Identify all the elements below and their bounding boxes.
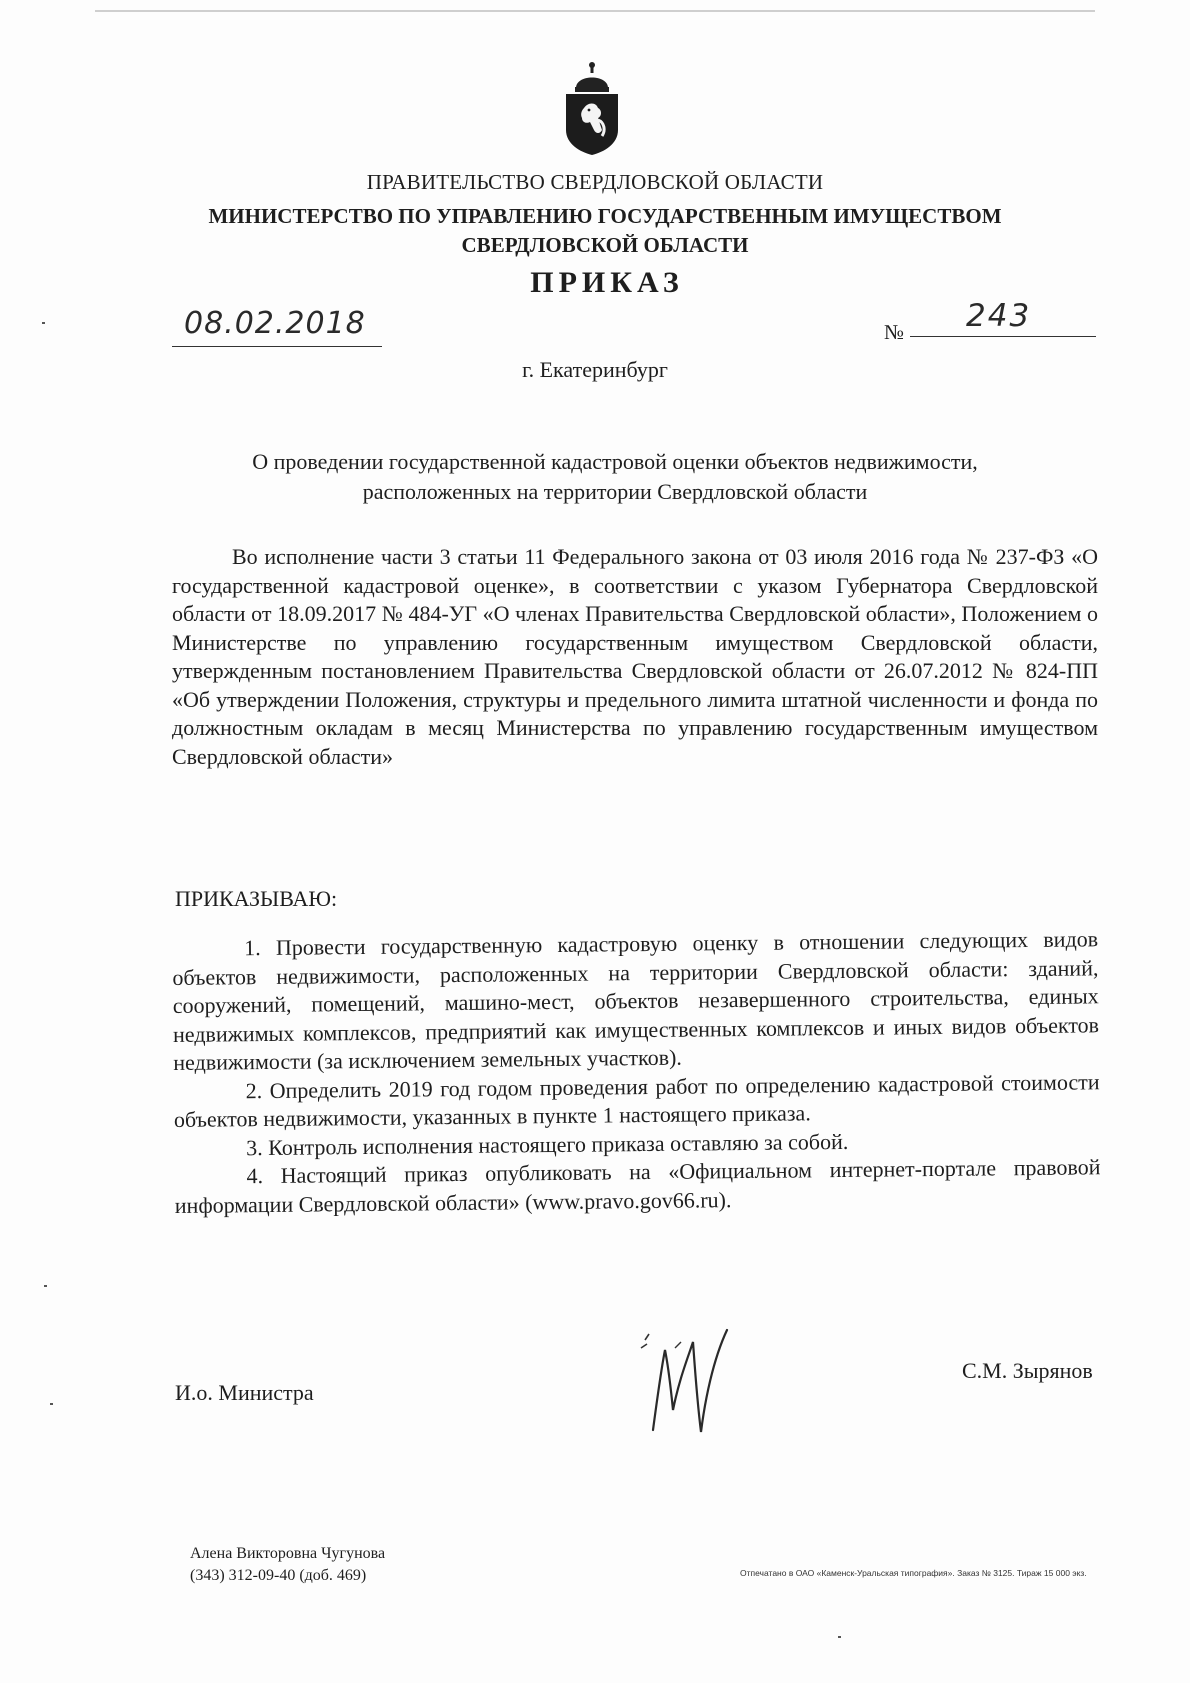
ministry-title-line1: МИНИСТЕРСТВО ПО УПРАВЛЕНИЮ ГОСУДАРСТВЕННЫМ ИМУЩЕСТВОМ [208, 204, 1002, 228]
order-items [172, 925, 1101, 1220]
scan-top-edge [95, 0, 1095, 12]
city: г. Екатеринбург [522, 357, 668, 382]
government-title: ПРАВИТЕЛЬСТВО СВЕРДЛОВСКОЙ ОБЛАСТИ [366, 170, 824, 194]
order-item-1: 1. Провести государственную кадастровую оценку в отношении следующих видов объектов недвижимости, расположенных на территории Свердловской области: зданий, сооружений, помещений, машино-мест, объектов незавершенного строительства, единых недвижимых комплексов, предприятий как имущественных комплексов и иных видов объектов недвижимости (за исключением земельных участков). [172, 926, 1100, 1075]
order-item-3: 3. Контроль исполнения настоящего приказа оставляю за собой. [246, 1128, 849, 1160]
ministry-title-line2: СВЕРДЛОВСКОЙ ОБЛАСТИ [461, 233, 749, 257]
scan-speck [838, 1636, 841, 1638]
signatory-name: С.М. Зырянов [962, 1358, 1093, 1383]
order-subject-line1: О проведении государственной кадастровой оценки объектов недвижимости, [252, 449, 978, 474]
order-number-field [910, 298, 1096, 337]
decree-word: ПРИКАЗЫВАЮ: [175, 886, 338, 911]
order-subject [150, 447, 1080, 507]
order-date-field [172, 306, 382, 347]
order-subject-line2: расположенных на территории Свердловской области [362, 479, 868, 504]
order-date: 08.02.2018 [184, 306, 366, 341]
order-number-label: № [884, 320, 905, 344]
scan-speck [50, 1403, 53, 1405]
handwritten-signature-icon [635, 1320, 745, 1460]
order-number: 243 [966, 298, 1032, 334]
order-item-4: 4. Настоящий приказ опубликовать на «Официальном интернет-портале правовой информации Свердловской области» (www.pravo.gov66.ru). [174, 1154, 1101, 1218]
order-item-2: 2. Определить 2019 год годом проведения работ по определению кадастровой стоимости объектов недвижимости, указанных в пункте 1 настоящего приказа. [173, 1068, 1100, 1132]
document-type: ПРИКАЗ [530, 266, 684, 299]
print-imprint: Отпечатано в ОАО «Каменск-Уральская типография». Заказ № 3125. Тираж 15 000 экз. [740, 1568, 1087, 1578]
executor-phone: (343) 312-09-40 (доб. 469) [190, 1567, 367, 1584]
coat-of-arms-icon [562, 60, 622, 156]
signatory-role: И.о. Министра [175, 1380, 314, 1405]
executor-contact [190, 1543, 385, 1587]
preamble-paragraph: Во исполнение части 3 статьи 11 Федерального закона от 03 июля 2016 года № 237-ФЗ «О государственной кадастровой оценке», в соответствии с указом Губернатора Свердловской области от 18.09.2017 № 484-УГ «О членах Правительства Свердловской области», Положением о Министерстве по управлению государственным имуществом Свердловской области, утвержденным постановлением Правительства Свердловской области от 26.07.2012 № 824-ПП «Об утверждении Положения, структуры и предельного лимита штатной численности и фонда по должностным окладам в месяц Министерства по управлению государственным имуществом Свердловской области» [172, 544, 1098, 769]
executor-name: Алена Викторовна Чугунова [190, 1545, 386, 1562]
scan-speck [42, 322, 45, 324]
scan-speck [44, 1285, 47, 1287]
ministry-title [0, 202, 1190, 260]
